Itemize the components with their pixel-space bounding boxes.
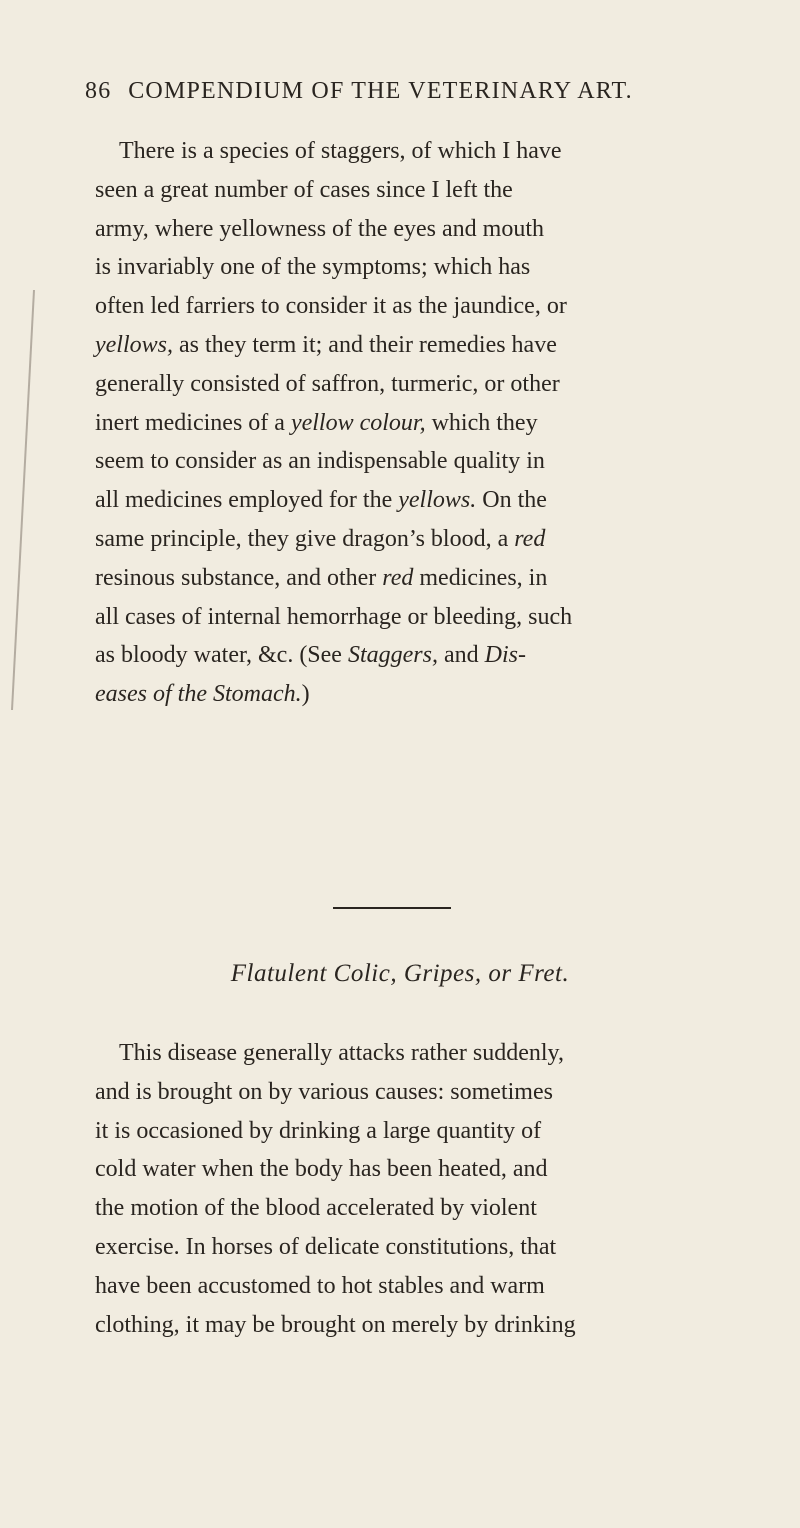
italic-term: red [382, 564, 414, 591]
text-span: medicines, in [413, 564, 548, 591]
text-line: have been accustomed to hot stables and warm [95, 1272, 545, 1299]
text-line: There is a species of staggers, of which I have [119, 138, 562, 164]
text-span: On the [476, 487, 547, 514]
text-span: same principle, they give dragon’s blood, a [95, 525, 515, 552]
text-span: as they term it; and their remedies have [173, 331, 557, 358]
text-line: and is brought on by various causes: sometimes [95, 1078, 553, 1105]
text-span: ) [301, 681, 310, 708]
text-span: and [437, 642, 485, 669]
italic-term: yellows, [95, 331, 173, 358]
text-span: resinous substance, and other [95, 564, 383, 591]
text-line: seem to consider as an indispensable quality in [95, 448, 545, 475]
text-line [95, 636, 695, 675]
text-line [95, 675, 695, 714]
italic-term: Dis- [484, 642, 526, 669]
text-line: cold water when the body has been heated, and [95, 1156, 548, 1183]
text-line: seen a great number of cases since I left the [95, 176, 513, 203]
italic-term: red [514, 525, 546, 552]
paragraph-staggers [95, 132, 695, 714]
page-number: 86 [85, 78, 112, 104]
text-line: all cases of internal hemorrhage or bleeding, such [95, 603, 573, 630]
text-line: it is occasioned by drinking a large quantity of [95, 1117, 542, 1144]
text-line [95, 520, 695, 559]
section-divider [333, 907, 451, 909]
italic-term: Staggers, [347, 642, 438, 669]
italic-term: eases of the Stomach. [95, 681, 302, 708]
text-line: generally consisted of saffron, turmeric, or other [95, 370, 560, 397]
text-line: clothing, it may be brought on merely by drinking [95, 1311, 576, 1338]
running-header [85, 78, 685, 105]
text-line: is invariably one of the symptoms; which has [95, 254, 531, 281]
text-line [95, 326, 695, 365]
text-line [95, 559, 695, 598]
text-line: often led farriers to consider it as the jaundice, or [95, 293, 567, 320]
text-line [95, 404, 695, 443]
text-line: army, where yellowness of the eyes and mouth [95, 215, 544, 242]
text-line: the motion of the blood accelerated by violent [95, 1195, 537, 1222]
paragraph-colic [95, 1034, 695, 1344]
running-title: COMPENDIUM OF THE VETERINARY ART. [128, 78, 633, 104]
section-heading: Flatulent Colic, Gripes, or Fret. [230, 960, 570, 987]
text-span: inert medicines of a [95, 409, 291, 436]
text-line [95, 481, 695, 520]
italic-term: yellows. [398, 487, 477, 514]
text-line: This disease generally attacks rather suddenly, [119, 1040, 564, 1066]
margin-pencil-mark [11, 290, 55, 710]
text-line: exercise. In horses of delicate constitutions, that [95, 1233, 557, 1260]
text-span: as bloody water, &c. (See [95, 642, 348, 669]
italic-term: yellow colour, [290, 409, 426, 436]
text-span: which they [425, 409, 538, 436]
text-span: all medicines employed for the [95, 487, 399, 514]
